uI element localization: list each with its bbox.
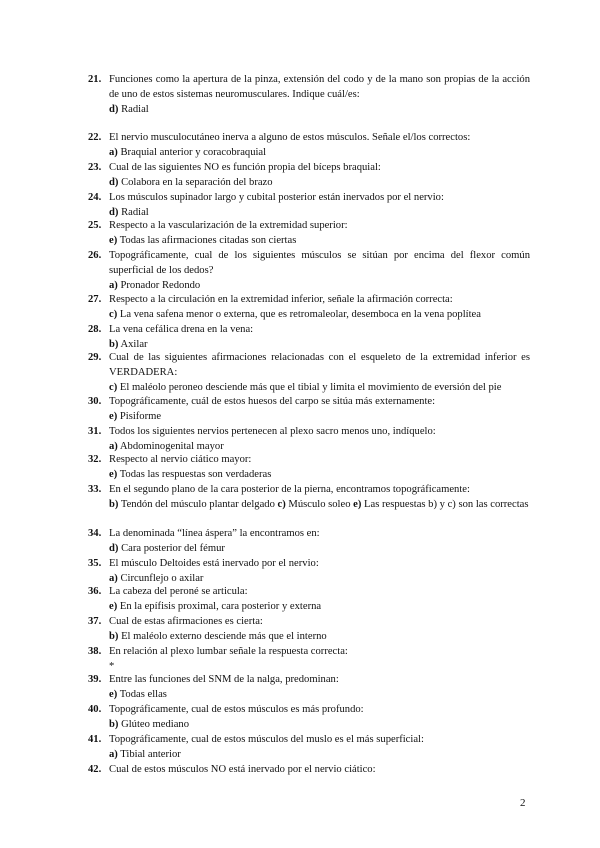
answer-letter: d) (109, 104, 119, 115)
answer-line (109, 497, 530, 512)
question-item (88, 452, 530, 482)
question-text: Respecto a la circulación en la extremidad inferior, señale la afirmación correcta: (109, 294, 453, 305)
answer-text: Radial (118, 104, 149, 115)
question-item (88, 732, 530, 762)
question-item (88, 218, 530, 248)
answer-line (109, 145, 530, 160)
answer-letter: a) (109, 749, 118, 760)
question-text: Topográficamente, cual de los siguientes músculos se sitúan por encima del flexor común superficial de los dedos? (109, 250, 530, 276)
answer-line (109, 717, 530, 732)
answer-letter: e) (109, 601, 118, 612)
answer-text: Pisiforme (117, 411, 162, 422)
answer-text: Colabora en la separación del brazo (118, 177, 273, 188)
answer-letter: c) (109, 382, 118, 393)
question-item (88, 322, 530, 352)
question-number: 40. (88, 704, 102, 715)
answer-line (109, 380, 530, 395)
question-item (88, 482, 530, 512)
question-number: 26. (88, 250, 102, 261)
answer-letter: e) (109, 411, 118, 422)
question-text: La denominada “línea áspera” la encontramos en: (109, 528, 320, 539)
answer-text: Glúteo mediano (118, 719, 190, 730)
answer-line (109, 467, 530, 482)
question-number: 22. (88, 132, 102, 143)
answer-letter: b) (109, 719, 119, 730)
answer-letter: a) (109, 573, 118, 584)
question-number: 36. (88, 586, 102, 597)
question-number: 27. (88, 294, 102, 305)
question-number: 38. (88, 646, 102, 657)
question-text: Topográficamente, cuál de estos huesos del carpo se sitúa más externamente: (109, 396, 436, 407)
answer-text: El maléolo externo desciende más que el interno (118, 631, 327, 642)
question-item (88, 160, 530, 190)
question-item (88, 190, 530, 220)
answer-line (109, 629, 530, 644)
question-text: La cabeza del peroné se articula: (109, 586, 248, 597)
question-number: 31. (88, 426, 102, 437)
question-number: 32. (88, 454, 102, 465)
answer-text: La vena safena menor o externa, que es retromaleolar, desemboca en la vena poplítea (117, 309, 481, 320)
question-item (88, 644, 530, 674)
question-item (88, 248, 530, 293)
answer-letter: c) (109, 309, 118, 320)
question-item (88, 130, 530, 160)
question-item (88, 702, 530, 732)
answer-letter: d) (109, 543, 119, 554)
answer-text: Braquial anterior y coracobraquial (117, 147, 267, 158)
answer-text: Radial (118, 207, 149, 218)
answer-letter: a) (109, 441, 118, 452)
answer-line (109, 599, 530, 614)
question-number: 34. (88, 528, 102, 539)
question-text: El músculo Deltoides está inervado por el nervio: (109, 558, 319, 569)
question-item (88, 672, 530, 702)
answer-text: El maléolo peroneo desciende más que el tibial y limita el movimiento de eversión del pie (117, 382, 502, 393)
question-number: 24. (88, 192, 102, 203)
question-item (88, 350, 530, 395)
answer-letter: e) (109, 235, 118, 246)
answer-text: Todas las afirmaciones citadas son ciertas (117, 235, 297, 246)
question-item (88, 556, 530, 586)
question-text: Cual de estos músculos NO está inervado por el nervio ciático: (109, 764, 376, 775)
answer-line (109, 541, 530, 556)
question-number: 29. (88, 352, 102, 363)
answer-letter: a) (109, 280, 118, 291)
answer-letter: e) (353, 499, 362, 510)
question-text: En el segundo plano de la cara posterior de la pierna, encontramos topográficamente: (109, 484, 470, 495)
question-number: 28. (88, 324, 102, 335)
question-number: 42. (88, 764, 102, 775)
answer-letter: e) (109, 689, 118, 700)
question-text: Topográficamente, cual de estos músculos del muslo es el más superficial: (109, 734, 424, 745)
question-text: Los músculos supinador largo y cubital posterior están inervados por el nervio: (109, 192, 444, 203)
answer-letter: b) (109, 499, 119, 510)
question-number: 33. (88, 484, 102, 495)
answer-letter: b) (109, 339, 119, 350)
question-number: 30. (88, 396, 102, 407)
answer-text: Axilar (118, 339, 148, 350)
question-item (88, 762, 530, 777)
question-item (88, 526, 530, 556)
answer-letter: a) (109, 147, 118, 158)
answer-letter: d) (109, 177, 119, 188)
answer-line (109, 687, 530, 702)
question-text: Cual de estas afirmaciones es cierta: (109, 616, 263, 627)
question-text: Topográficamente, cual de estos músculos es más profundo: (109, 704, 364, 715)
question-number: 25. (88, 220, 102, 231)
question-item (88, 292, 530, 322)
question-text: Cual de las siguientes NO es función propia del bíceps braquial: (109, 162, 381, 173)
answer-text: Todas las respuestas son verdaderas (117, 469, 272, 480)
answer-text: Todas ellas (117, 689, 167, 700)
question-text: Cual de las siguientes afirmaciones relacionadas con el esqueleto de la extremidad inferior es VERDADERA: (109, 352, 530, 378)
question-text: La vena cefálica drena en la vena: (109, 324, 254, 335)
answer-line (109, 233, 530, 248)
question-number: 35. (88, 558, 102, 569)
answer-line (109, 102, 530, 117)
answer-text: Las respuestas b) y c) son las correctas (361, 499, 529, 510)
answer-text: En la epífisis proximal, cara posterior y externa (117, 601, 322, 612)
question-item (88, 584, 530, 614)
question-item (88, 72, 530, 117)
question-number: 21. (88, 74, 102, 85)
question-number: 41. (88, 734, 102, 745)
answer-text: Tibial anterior (117, 749, 181, 760)
page-number: 2 (520, 797, 526, 809)
question-text: En relación al plexo lumbar señale la respuesta correcta: (109, 646, 348, 657)
answer-letter: b) (109, 631, 119, 642)
question-number: 39. (88, 674, 102, 685)
answer-letter: e) (109, 469, 118, 480)
answer-text: Músculo soleo (285, 499, 354, 510)
question-item (88, 424, 530, 454)
question-item (88, 394, 530, 424)
answer-text: Pronador Redondo (117, 280, 201, 291)
answer-text: * (109, 661, 115, 672)
question-text: Respecto al nervio ciático mayor: (109, 454, 252, 465)
answer-text: Cara posterior del fémur (118, 543, 225, 554)
answer-line (109, 175, 530, 190)
question-number: 37. (88, 616, 102, 627)
question-item (88, 614, 530, 644)
answer-letter: c) (277, 499, 286, 510)
answer-letter: d) (109, 207, 119, 218)
answer-line (109, 307, 530, 322)
question-text: Entre las funciones del SNM de la nalga, predominan: (109, 674, 339, 685)
answer-line (109, 278, 530, 293)
answer-text: Tendón del músculo plantar delgado (118, 499, 278, 510)
answer-text: Circunflejo o axilar (117, 573, 204, 584)
answer-text: Abdominogenital mayor (117, 441, 224, 452)
question-text: Funciones como la apertura de la pinza, extensión del codo y de la mano son propias de la acción de uno de estos sistemas neuromusculares. Indique cuál/es: (109, 74, 530, 100)
question-text: El nervio musculocutáneo inerva a alguno de estos músculos. Señale el/los correctos: (109, 132, 471, 143)
answer-line (109, 409, 530, 424)
answer-line (109, 747, 530, 762)
question-text: Todos los siguientes nervios pertenecen al plexo sacro menos uno, indíquelo: (109, 426, 436, 437)
question-text: Respecto a la vascularización de la extremidad superior: (109, 220, 348, 231)
question-number: 23. (88, 162, 102, 173)
